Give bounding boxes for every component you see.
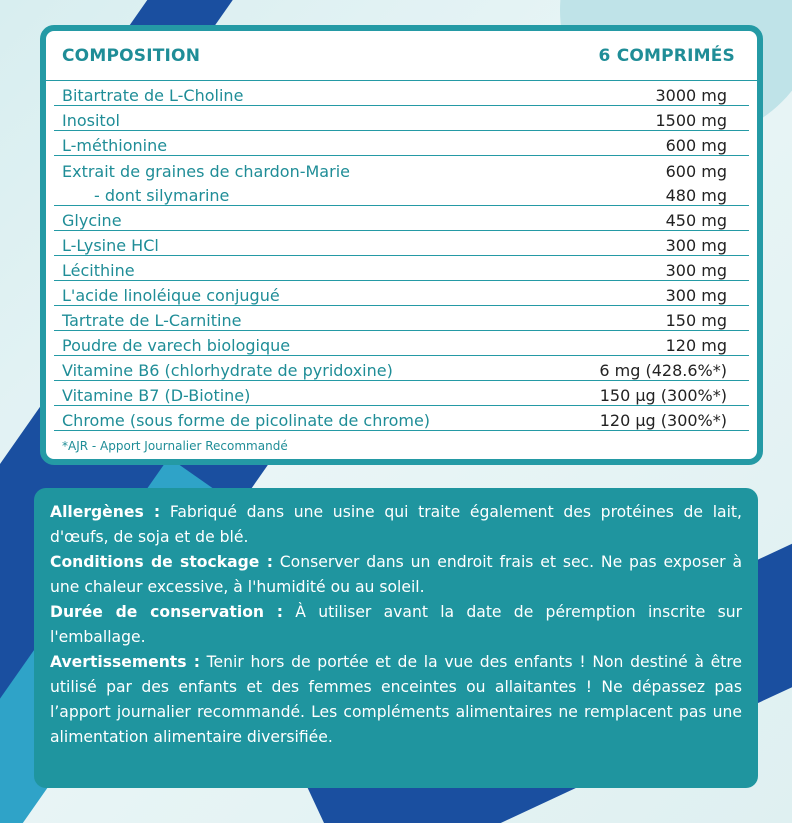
ingredient-quantity: 300 mg	[665, 261, 727, 280]
ingredient-name: Glycine	[62, 211, 122, 230]
table-header	[46, 31, 757, 81]
ingredient-name: Lécithine	[62, 261, 135, 280]
composition-heading: COMPOSITION	[62, 45, 201, 66]
ingredient-quantity: 3000 mg	[655, 86, 727, 105]
warnings-label: Avertissements :	[50, 653, 200, 671]
warnings-text: Tenir hors de portée et de la vue des enfants ! Non destiné à être utilisé par des enfants et des femmes enceintes ou allaitantes ! Ne dépassez pas l’apport journalier recommandé. Les compléments alimentaires ne remplacent pas une alimentation alimentaire diversifiée.	[50, 653, 742, 746]
table-row	[54, 306, 749, 331]
ingredient-quantity: 480 mg	[665, 186, 727, 205]
table-row	[54, 156, 749, 181]
storage-text: Conserver dans un endroit frais et sec. Ne pas exposer à une chaleur excessive, à l'humidité ou au soleil.	[50, 553, 742, 596]
storage-paragraph	[50, 550, 742, 600]
ingredient-quantity: 300 mg	[665, 286, 727, 305]
table-row	[54, 81, 749, 106]
ingredient-quantity: 450 mg	[665, 211, 727, 230]
table-row	[54, 181, 749, 206]
table-row	[54, 281, 749, 306]
ingredient-quantity: 300 mg	[665, 236, 727, 255]
ingredient-name: Poudre de varech biologique	[62, 336, 291, 355]
ingredient-quantity: 1500 mg	[655, 111, 727, 130]
serving-heading: 6 COMPRIMÉS	[598, 45, 735, 66]
warnings-paragraph	[50, 650, 742, 750]
shelf-life-text: À utiliser avant la date de péremption inscrite sur l'emballage.	[50, 603, 742, 646]
table-row	[54, 331, 749, 356]
ingredient-name: - dont silymarine	[94, 186, 230, 205]
ingredient-name: Extrait de graines de chardon-Marie	[62, 162, 350, 181]
composition-table	[40, 25, 763, 465]
ingredient-quantity: 150 mg	[665, 311, 727, 330]
ingredient-quantity: 600 mg	[665, 162, 727, 181]
ingredient-quantity: 150 µg (300%*)	[599, 386, 727, 405]
ingredient-quantity: 600 mg	[665, 136, 727, 155]
allergens-text: Fabriqué dans une usine qui traite également des protéines de lait, d'œufs, de soja et de blé.	[50, 503, 742, 546]
storage-label: Conditions de stockage :	[50, 553, 273, 571]
allergens-paragraph	[50, 500, 742, 550]
ingredient-name: L-méthionine	[62, 136, 168, 155]
table-row	[54, 381, 749, 406]
table-row	[54, 206, 749, 231]
product-info-panel	[34, 488, 758, 788]
footnote: *AJR - Apport Journalier Recommandé	[62, 439, 288, 453]
ingredient-name: Vitamine B7 (D-Biotine)	[62, 386, 251, 405]
ingredient-name: L-Lysine HCl	[62, 236, 159, 255]
allergens-label: Allergènes :	[50, 503, 161, 521]
shelf-life-paragraph	[50, 600, 742, 650]
table-row	[54, 406, 749, 431]
ingredient-quantity: 120 mg	[665, 336, 727, 355]
ingredient-name: Tartrate de L-Carnitine	[62, 311, 242, 330]
table-row	[54, 231, 749, 256]
shelf-life-label: Durée de conservation :	[50, 603, 283, 621]
ingredient-name: Inositol	[62, 111, 120, 130]
ingredient-name: Bitartrate de L-Choline	[62, 86, 244, 105]
table-row	[54, 356, 749, 381]
table-row	[54, 106, 749, 131]
ingredient-name: L'acide linoléique conjugué	[62, 286, 280, 305]
ingredient-quantity: 6 mg (428.6%*)	[599, 361, 727, 380]
ingredient-quantity: 120 µg (300%*)	[599, 411, 727, 430]
table-row	[54, 131, 749, 156]
table-row	[54, 256, 749, 281]
ingredient-name: Vitamine B6 (chlorhydrate de pyridoxine)	[62, 361, 393, 380]
table-body	[54, 81, 749, 431]
ingredient-name: Chrome (sous forme de picolinate de chrome)	[62, 411, 431, 430]
